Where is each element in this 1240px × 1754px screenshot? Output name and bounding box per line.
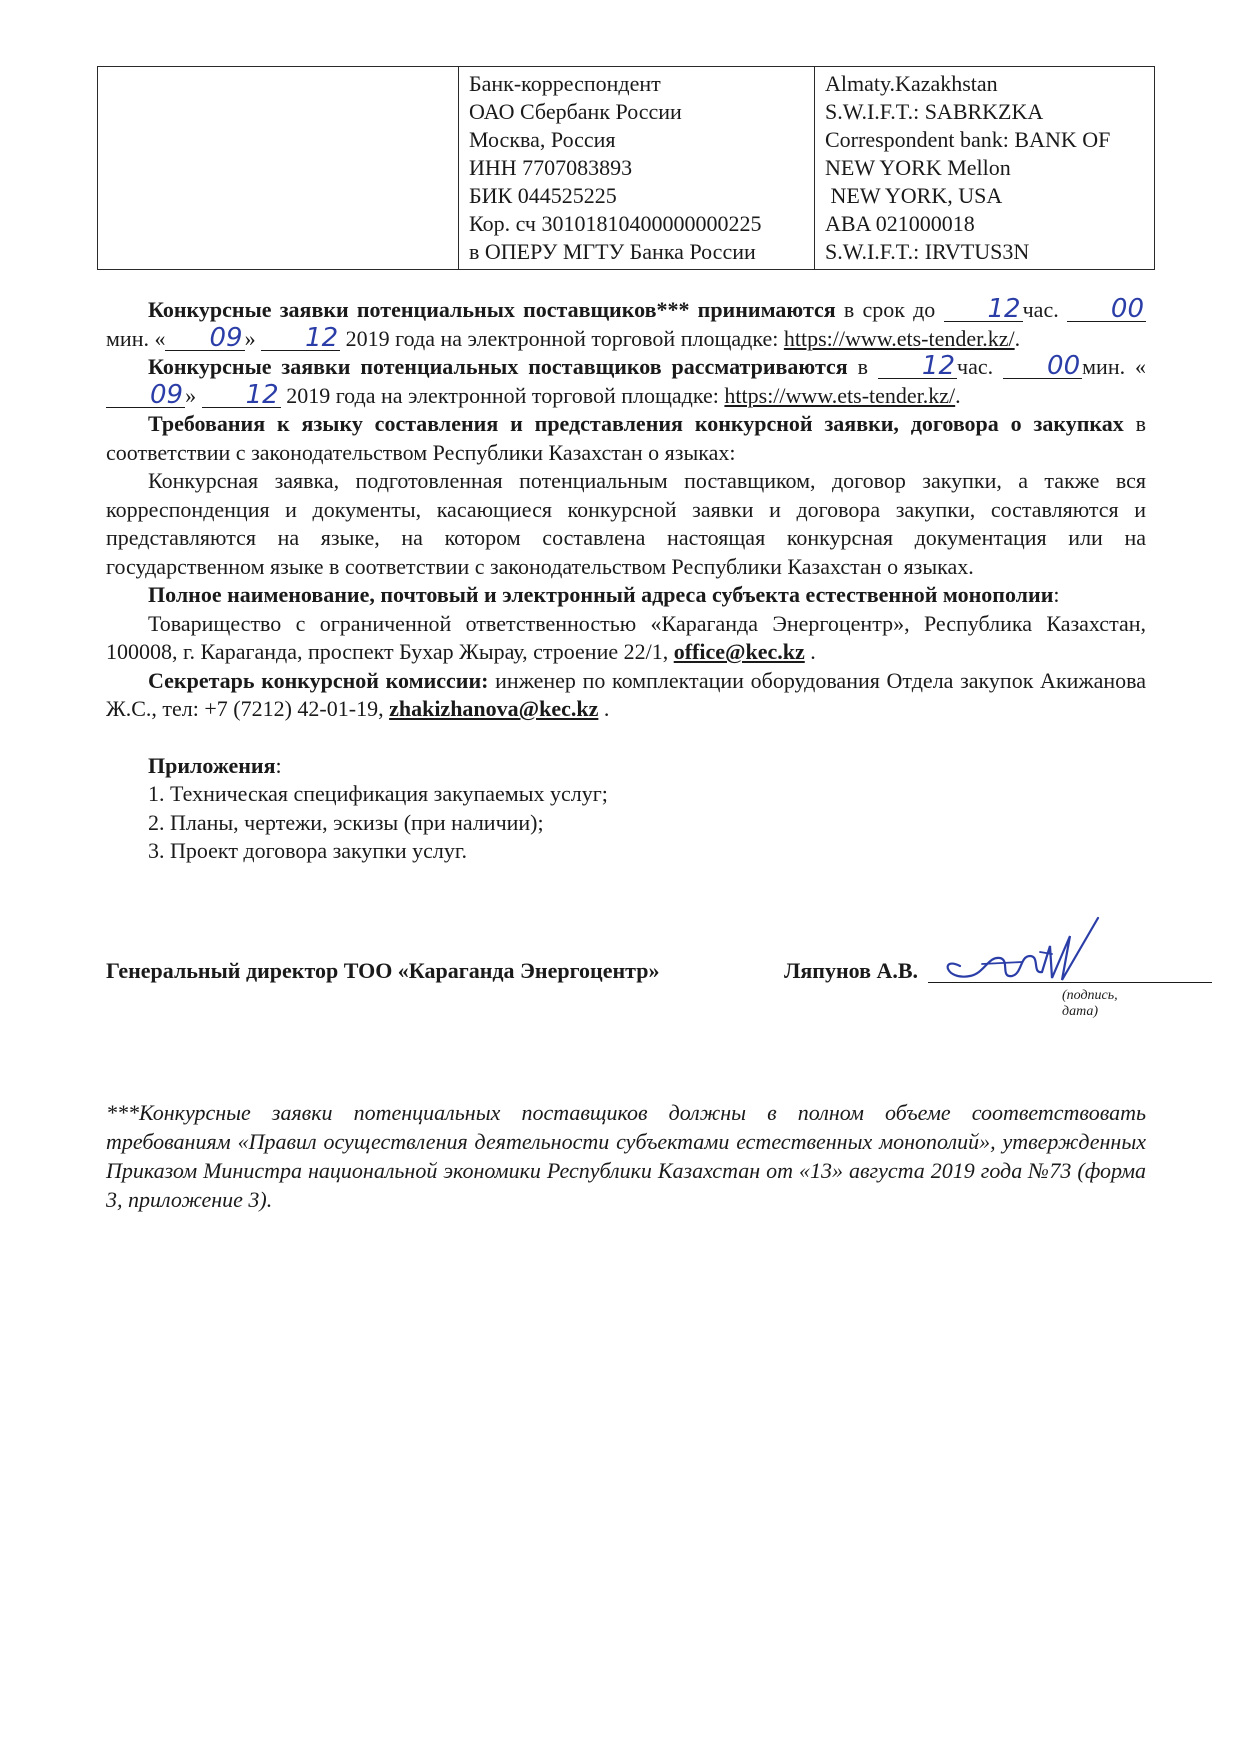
secretary-text: инженер по комплектации оборудования Отдела закупок Акижанова Ж.С., тел: +7 (7212) 42-01-19, bbox=[106, 667, 1147, 721]
address-text: Товарищество с ограниченной ответственностью «Караганда Энергоцентр», Республика Казахстан, 100008, г. Караганда, проспект Бухар Жырау, строение 22/1, bbox=[106, 610, 1146, 664]
handwritten-signature-icon bbox=[930, 916, 1110, 1006]
signature-caption: (подпись, дата) bbox=[1062, 988, 1118, 1019]
bank-line: Банк-корреспондент bbox=[469, 71, 661, 96]
handwritten-month: 12 bbox=[261, 326, 340, 351]
tender-conditions bbox=[106, 296, 1146, 866]
text-fragment: в соответствии с законодательством Республики Казахстан о языках: bbox=[106, 411, 1146, 465]
language-requirements-paragraph: Конкурсная заявка, подготовленная потенциальным поставщиком, договор закупки, а также вся корреспонденция и документы, касающиеся конкурсной заявки и договора закупки, составляются и представляются на языке, на котором составлена настоящая конкурсная документация или на государственном языке в соответствии с законодательством Республики Казахстан о языках. bbox=[106, 468, 1146, 579]
acceptance-deadline-paragraph bbox=[106, 296, 1146, 353]
text-fragment: мин. « bbox=[106, 325, 166, 351]
text-fragment: : bbox=[275, 752, 282, 778]
bank-line: ОАО Сбербанк России bbox=[469, 99, 682, 124]
handwritten-month: 12 bbox=[202, 383, 281, 408]
appendix-item: 2. Планы, чертежи, эскизы (при наличии); bbox=[148, 809, 544, 835]
appendix-item: 3. Проект договора закупки услуг. bbox=[148, 838, 467, 863]
secretary-email-link[interactable]: zhakizhanova@kec.kz bbox=[389, 696, 599, 721]
footnote: ***Конкурсные заявки потенциальных поставщиков должны в полном объеме соответствовать требованиям «Правил осуществления деятельности субъектами естественных монополий», утвержденных Приказом Министра национальной экономики Республики Казахстан от «13» августа 2019 года №73 (форма 3, приложение 3). bbox=[106, 1100, 1146, 1212]
language-heading-bold: Требования к языку составления и представления конкурсной заявки, договора о закупках bbox=[148, 411, 1124, 436]
text-fragment: в bbox=[847, 354, 878, 379]
handwritten-minutes: 00 bbox=[1067, 297, 1146, 322]
correspondent-bank-en-cell bbox=[815, 67, 1155, 270]
acceptance-heading: Конкурсные заявки потенциальных поставщиков*** принимаются bbox=[148, 297, 836, 322]
handwritten-hour: 12 bbox=[878, 354, 957, 379]
bank-line: S.W.I.F.T.: SABRKZKA bbox=[825, 99, 1044, 124]
text-fragment: » bbox=[185, 382, 202, 408]
text-fragment: : bbox=[1053, 582, 1060, 607]
office-email-link[interactable]: office@kec.kz bbox=[673, 639, 805, 664]
appendix-item: 1. Техническая спецификация закупаемых услуг; bbox=[148, 781, 608, 806]
bank-line: NEW YORK Mellon bbox=[825, 155, 1011, 180]
director-position: Генеральный директор ТОО «Караганда Энергоцентр» bbox=[106, 958, 660, 983]
bank-line: S.W.I.F.T.: IRVTUS3N bbox=[825, 239, 1030, 264]
ets-tender-link[interactable]: https://www.ets-tender.kz/ bbox=[724, 382, 956, 408]
review-heading: Конкурсные заявки потенциальных поставщиков рассматриваются bbox=[148, 354, 848, 379]
bank-line: Correspondent bank: BANK OF bbox=[825, 127, 1111, 152]
text-fragment: час. bbox=[1022, 297, 1059, 322]
text-fragment: » bbox=[244, 325, 262, 351]
secretary-label: Секретарь конкурсной комиссии: bbox=[148, 667, 489, 693]
handwritten-day: 09 bbox=[165, 326, 244, 351]
bank-line: Кор. сч 30101810400000000225 bbox=[469, 211, 762, 236]
handwritten-minutes: 00 bbox=[1003, 354, 1082, 379]
secretary-paragraph bbox=[106, 667, 1146, 724]
text-fragment: 2019 года на электронной торговой площадке: bbox=[280, 382, 725, 408]
text-fragment: час. bbox=[957, 354, 1004, 379]
bank-line: ИНН 7707083893 bbox=[469, 155, 633, 180]
review-deadline-paragraph bbox=[106, 353, 1146, 410]
text-fragment: . bbox=[1014, 325, 1021, 351]
bank-line: Москва, Россия bbox=[469, 127, 616, 152]
bank-line: ABA 021000018 bbox=[825, 211, 975, 236]
bank-line: БИК 044525225 bbox=[469, 183, 617, 208]
appendices-heading-bold: Приложения bbox=[148, 752, 276, 778]
appendices-heading bbox=[106, 752, 1146, 781]
bank-line: NEW YORK, USA bbox=[825, 183, 1003, 208]
language-requirements-heading bbox=[106, 410, 1146, 467]
bank-details-table bbox=[97, 66, 1155, 270]
text-fragment: . bbox=[955, 382, 961, 408]
handwritten-day: 09 bbox=[106, 383, 185, 408]
ets-tender-link[interactable]: https://www.ets-tender.kz/ bbox=[783, 325, 1015, 351]
correspondent-bank-ru-cell bbox=[459, 67, 815, 270]
appendices-list bbox=[106, 780, 1146, 866]
bank-table-empty-cell bbox=[98, 67, 459, 270]
text-fragment: . bbox=[804, 639, 816, 664]
monopoly-address-heading bbox=[106, 581, 1146, 610]
monopoly-address-paragraph bbox=[106, 610, 1146, 667]
text-fragment: мин. « bbox=[1082, 354, 1147, 379]
text-fragment: в срок до bbox=[835, 297, 944, 322]
text-fragment: 2019 года на электронной торговой площадке: bbox=[340, 325, 784, 351]
bank-line: Almaty.Kazakhstan bbox=[825, 71, 998, 96]
director-name: Ляпунов А.В. bbox=[784, 958, 919, 983]
text-fragment: . bbox=[598, 696, 610, 721]
monopoly-heading-bold: Полное наименование, почтовый и электронный адреса субъекта естественной монополии bbox=[148, 582, 1054, 607]
handwritten-hour: 12 bbox=[944, 297, 1023, 322]
bank-line: в ОПЕРУ МГТУ Банка России bbox=[469, 239, 756, 264]
